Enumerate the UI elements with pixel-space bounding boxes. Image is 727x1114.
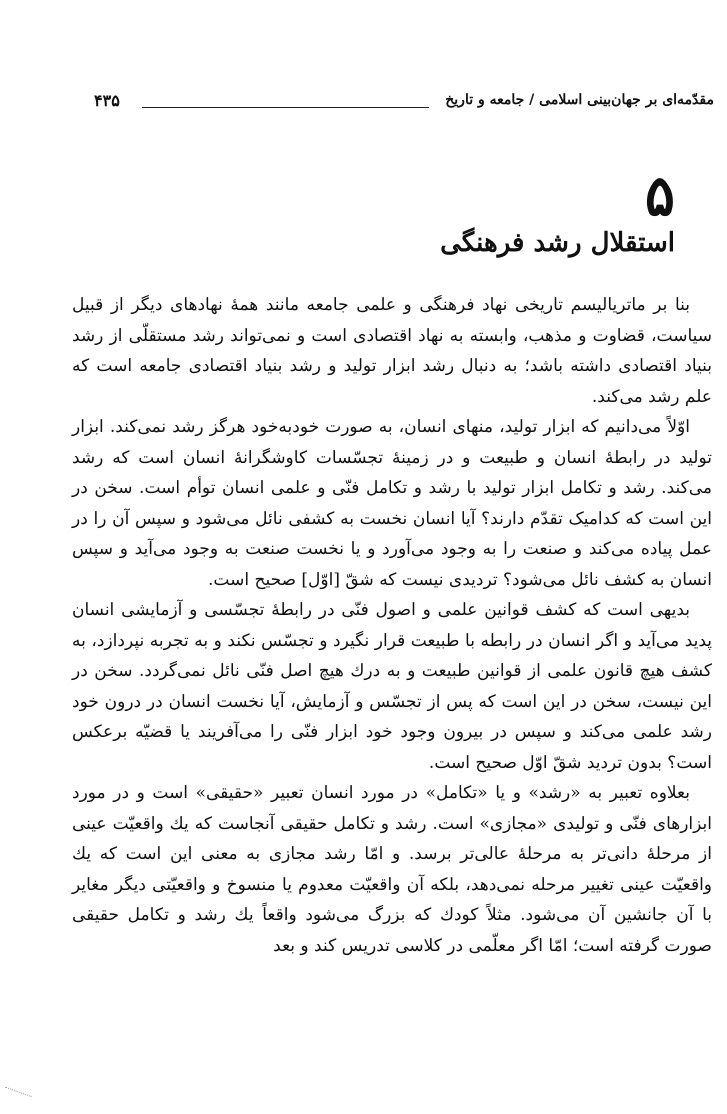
paragraph: بنا بر ماتریالیسم تاریخی نهاد فرهنگی و علمی جامعه مانند همهٔ نهادهای دیگر از قبیل سیاست، قضاوت و مذهب، وابسته به نهاد اقتصادی است و نمی‌تواند رشد مستقلّی از رشد بنیاد اقتصادی داشته باشد؛ به دنبال رشد ابزار تولید و رشد بنیاد اقتصادی جامعه است که علم رشد می‌کند. bbox=[72, 295, 712, 407]
chapter-title: استقلال رشد فرهنگی bbox=[440, 228, 675, 258]
scan-artifact bbox=[0, 1087, 31, 1111]
running-title: مقدّمه‌ای بر جهان‌بینی اسلامی / جامعه و تاریخ bbox=[445, 92, 714, 108]
running-header bbox=[94, 92, 714, 112]
paragraph: اوّلاً می‌دانیم که ابزار تولید، منهای انسان، به صورت خودبه‌خود هرگز رشد نمی‌کند. ابزار تولید در رابطهٔ انسان و طبیعت و در زمینهٔ تجسّسات کاوشگرانهٔ انسان است که رشد می‌کند. رشد و تکامل ابزار تولید با رشد و تکامل فنّی و علمی انسان توأم است. سخن در این است که کدامیک تقدّم دارند؟ آیا انسان نخست به کشفی نائل می‌شود و سپس آن را در عمل پیاده می‌کند و صنعت را به وجود می‌آورد و یا نخست صنعت به وجود می‌آید و سپس انسان به کشف نائل می‌شود؟ تردیدی نیست که شقّ [اوّل] صحیح است. bbox=[72, 417, 712, 590]
page-number: ۴۳۵ bbox=[94, 91, 120, 110]
body-text bbox=[72, 290, 712, 961]
paragraph: بدیهی است که کشف قوانین علمی و اصول فنّی در رابطهٔ تجسّسی و آزمایشی انسان پدید می‌آید و اگر انسان در رابطه با طبیعت قرار نگیرد و تجسّس نکند و به تجربه نپردازد، به کشف هیچ قانون علمی از قوانین طبیعت و به درك هیچ اصل فنّی نائل نمی‌گردد. سخن در این نیست، سخن در این است که پس از تجسّس و آزمایش، آیا نخست انسان در درون خود رشد علمی می‌کند و سپس در بیرون وجود خود ابزار فنّی را می‌آفریند یا قضیّه برعکس است؟ بدون تردید شقّ اوّل صحیح است. bbox=[72, 600, 712, 773]
header-rule bbox=[142, 107, 429, 108]
chapter-number: ۵ bbox=[644, 163, 675, 229]
paragraph: بعلاوه تعبیر به «رشد» و یا «تکامل» در مورد انسان تعبیر «حقیقی» است و در مورد ابزارهای فنّی و تولیدی «مجازی» است. رشد و تکامل حقیقی آنجاست که یك واقعیّت عینی از مرحلهٔ دانی‌تر به مرحلهٔ عالی‌تر برسد. و امّا رشد مجازی به معنی این است که یك واقعیّت عینی تغییر مرحله نمی‌دهد، بلکه آن واقعیّت معدوم یا منسوخ و واقعیّتی دیگر مغایر با آن جانشین آن می‌شود. مثلاً کودك که بزرگ می‌شود واقعاً یك رشد و تکامل حقیقی صورت گرفته است؛ امّا اگر معلّمی در کلاسی تدریس کند و بعد bbox=[72, 783, 712, 956]
